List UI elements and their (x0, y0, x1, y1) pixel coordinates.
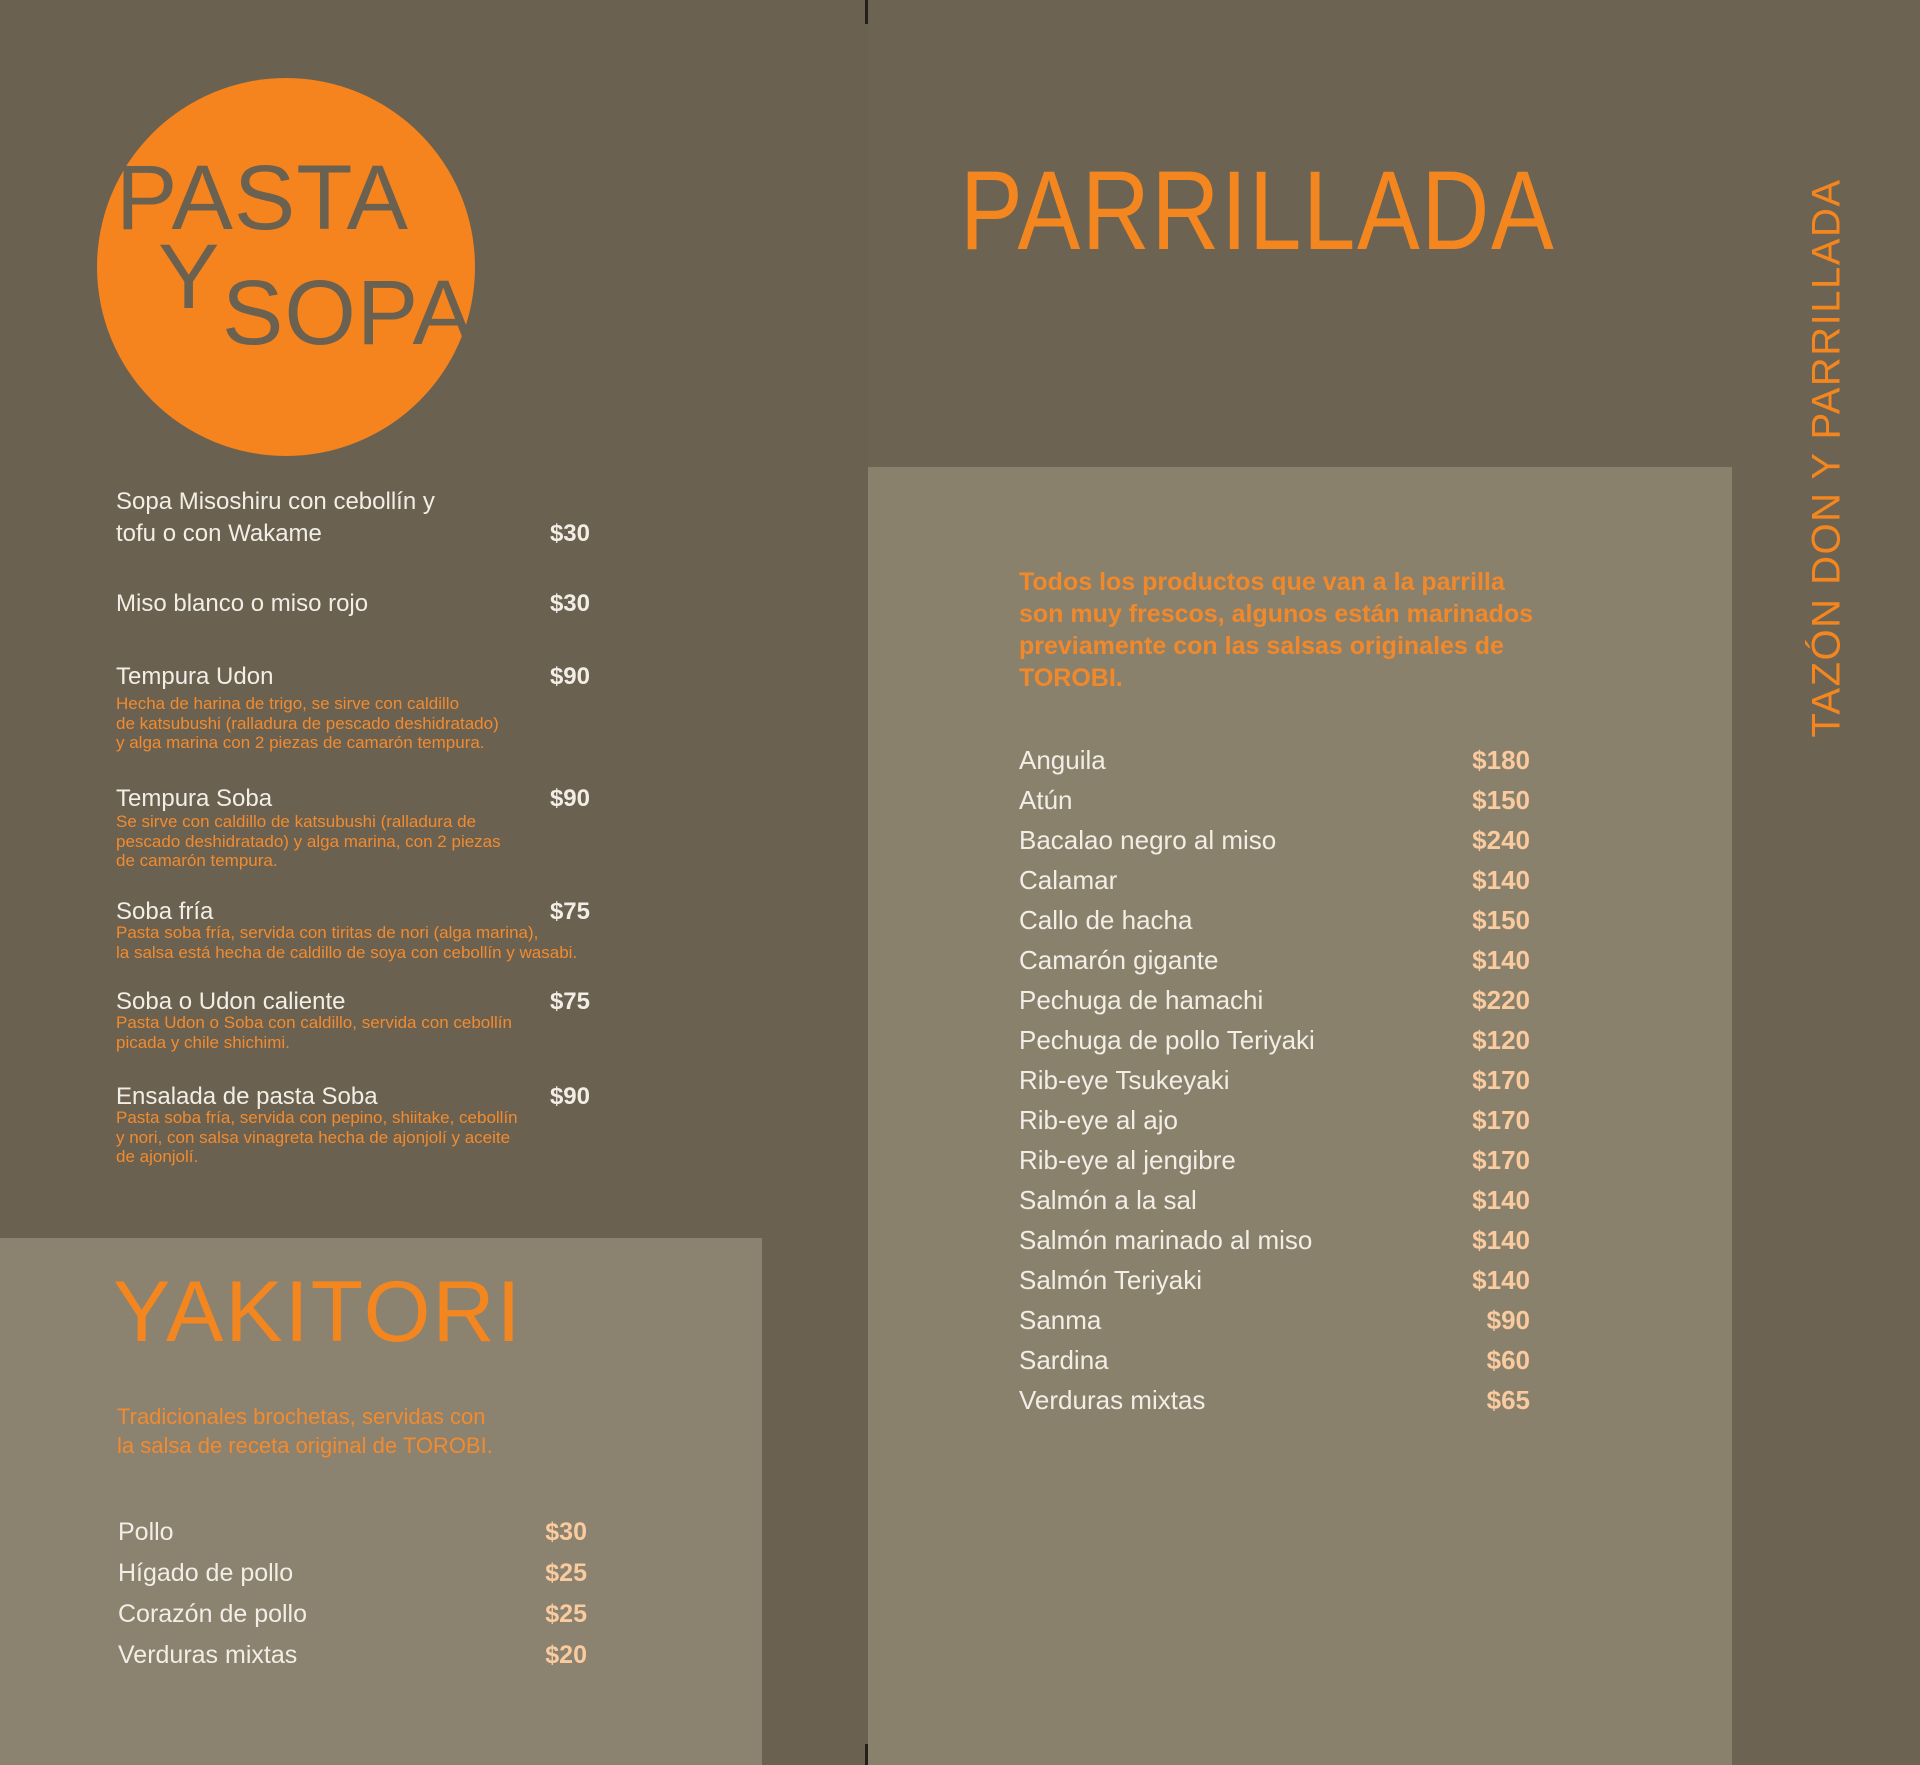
menu-item-price: $75 (549, 898, 590, 925)
parrillada-item-name: Salmón a la sal (1019, 1185, 1197, 1215)
parrillada-item-price: $220 (1472, 985, 1530, 1015)
menu-item-description-line: pescado deshidratado) y alga marina, con 2 piezas (116, 831, 501, 851)
yakitori-intro-line: Tradicionales brochetas, servidas con (117, 1404, 486, 1429)
parrillada-intro-line: previamente con las salsas originales de (1019, 632, 1504, 660)
parrillada-item-name: Salmón marinado al miso (1019, 1225, 1313, 1255)
menu-item-name-line: Soba fría (116, 898, 214, 925)
parrillada-item-name: Camarón gigante (1019, 945, 1219, 975)
parrillada-item-name: Callo de hacha (1019, 905, 1193, 935)
parrillada-item-price: $140 (1472, 1265, 1530, 1295)
parrillada-item-price: $140 (1472, 945, 1530, 975)
menu-item-name (116, 783, 272, 815)
parrillada-item-name: Bacalao negro al miso (1019, 825, 1277, 855)
menu-item-name-line: tofu o con Wakame (116, 520, 322, 547)
parrillada-item-price: $180 (1472, 745, 1530, 775)
parrillada-item-price: $140 (1472, 865, 1530, 895)
side-label-vertical: TAZÓN DON Y PARRILLADA (1804, 178, 1849, 738)
menu-item-description-line: Hecha de harina de trigo, se sirve con caldillo (116, 694, 460, 713)
parrillada-item-name: Pechuga de pollo Teriyaki (1019, 1025, 1315, 1055)
parrillada-item-name: Rib-eye al ajo (1019, 1105, 1178, 1135)
menu-item-name-line: Tempura Udon (116, 663, 274, 690)
parrillada-item-name: Salmón Teriyaki (1019, 1265, 1203, 1295)
yakitori-item-price: $25 (545, 1559, 587, 1587)
menu-item-description (116, 694, 499, 753)
parrillada-item-name: Anguila (1019, 745, 1106, 775)
parrillada-item-price: $90 (1486, 1305, 1530, 1335)
fold-mark-bottom (865, 1744, 868, 1765)
menu-item-name-line: Miso blanco o miso rojo (116, 590, 369, 617)
menu-item-description (116, 923, 577, 962)
yakitori-item-name: Verduras mixtas (118, 1641, 298, 1669)
yakitori-item-name: Pollo (118, 1518, 174, 1546)
menu-item-description-line: Pasta soba fría, servida con tiritas de nori (alga marina), (116, 923, 539, 942)
parrillada-item-name: Rib-eye Tsukeyaki (1019, 1065, 1230, 1095)
logo-word-sopa: SOPA (222, 262, 475, 364)
menu-item-price: $90 (549, 785, 590, 812)
parrillada-item-name: Sardina (1019, 1345, 1109, 1375)
parrillada-item-price: $150 (1472, 785, 1530, 815)
menu-item-price: $90 (549, 1083, 590, 1110)
logo-word-pasta: PASTA (116, 147, 409, 249)
menu-item-description-line: de katsubushi (ralladura de pescado deshidratado) (116, 713, 499, 733)
parrillada-item-price: $170 (1472, 1105, 1530, 1135)
menu-item-description (116, 1013, 512, 1052)
parrillada-item-price: $140 (1472, 1225, 1530, 1255)
parrillada-item-price: $170 (1472, 1145, 1530, 1175)
menu-item-description-line: Pasta soba fría, servida con pepino, shiitake, cebollín (116, 1108, 518, 1127)
parrillada-item-name: Verduras mixtas (1019, 1385, 1206, 1415)
menu-item-price: $30 (549, 520, 590, 547)
parrillada-item-price: $140 (1472, 1185, 1530, 1215)
parrillada-title: PARRILLADA (960, 148, 1556, 273)
menu-item-description (116, 1108, 518, 1167)
menu-item-name-line: Sopa Misoshiru con cebollín y (116, 488, 435, 515)
menu-item-name-line: Ensalada de pasta Soba (116, 1083, 378, 1110)
logo-word-y: Y (158, 226, 221, 328)
menu-item-description-line: Pasta Udon o Soba con caldillo, servida con cebollín (116, 1013, 512, 1032)
menu-item-description-line: de camarón tempura. (116, 851, 278, 870)
menu-item-description-line: la salsa está hecha de caldillo de soya con cebollín y wasabi. (116, 942, 578, 962)
yakitori-intro (117, 1402, 493, 1460)
yakitori-item-price: $20 (545, 1641, 587, 1669)
parrillada-item-price: $240 (1472, 825, 1530, 855)
menu-item-price: $30 (549, 590, 590, 617)
menu-item-name-line: Soba o Udon caliente (116, 988, 346, 1015)
parrillada-item-price: $65 (1486, 1385, 1530, 1415)
yakitori-item-name: Hígado de pollo (118, 1559, 294, 1587)
parrillada-item-name: Sanma (1019, 1305, 1102, 1335)
parrillada-item-price: $170 (1472, 1065, 1530, 1095)
yakitori-item-price: $25 (545, 1600, 587, 1628)
menu-item-price: $75 (549, 988, 590, 1015)
fold-mark-top (865, 0, 868, 24)
parrillada-item-price: $150 (1472, 905, 1530, 935)
menu-item-description-line: y alga marina con 2 piezas de camarón tempura. (116, 733, 485, 752)
menu-item-name-line: Tempura Soba (116, 785, 273, 812)
parrillada-item-name: Rib-eye al jengibre (1019, 1145, 1236, 1175)
menu-item-name (116, 661, 273, 693)
menu-item-description-line: picada y chile shichimi. (116, 1032, 290, 1052)
yakitori-title: YAKITORI (113, 1264, 523, 1360)
yakitori-intro-line: la salsa de receta original de TOROBI. (117, 1433, 493, 1458)
menu-item-description-line: y nori, con salsa vinagreta hecha de ajonjolí y aceite (116, 1127, 511, 1147)
parrillada-item-name: Calamar (1019, 865, 1118, 895)
menu-item-description (116, 812, 501, 871)
parrillada-item-price: $120 (1472, 1025, 1530, 1055)
yakitori-item-price: $30 (545, 1518, 587, 1546)
parrillada-item-name: Pechuga de hamachi (1019, 985, 1264, 1015)
parrillada-intro-line: son muy frescos, algunos están marinados (1019, 600, 1534, 628)
menu-item-price: $90 (549, 663, 590, 690)
parrillada-item-name: Atún (1019, 785, 1073, 815)
menu-item-name (116, 486, 435, 550)
parrillada-intro (1019, 566, 1533, 694)
parrillada-intro-line: Todos los productos que van a la parrilla (1019, 568, 1505, 596)
yakitori-item-name: Corazón de pollo (118, 1600, 308, 1628)
parrillada-item-price: $60 (1486, 1345, 1530, 1375)
menu-item-description-line: de ajonjolí. (116, 1147, 199, 1166)
parrillada-intro-line: TOROBI. (1019, 664, 1123, 692)
menu-item-name (116, 588, 368, 620)
menu-item-description-line: Se sirve con caldillo de katsubushi (ralladura de (116, 812, 477, 831)
